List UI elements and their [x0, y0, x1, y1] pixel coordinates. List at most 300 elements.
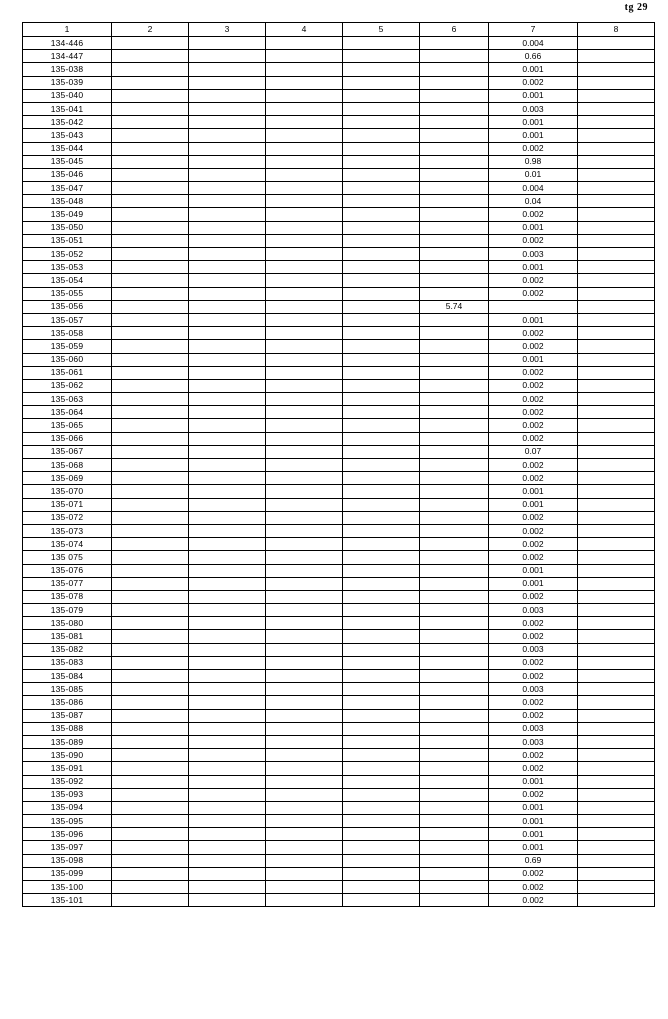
table-row [23, 445, 655, 458]
row-label-cell: 135-097 [23, 841, 112, 854]
data-cell-col-3 [189, 775, 266, 788]
data-cell-col-4 [266, 511, 343, 524]
data-cell-col-5 [343, 419, 420, 432]
data-cell-col-5 [343, 327, 420, 340]
data-cell-col-4 [266, 287, 343, 300]
row-label-cell: 135-045 [23, 155, 112, 168]
row-label-cell: 135-080 [23, 617, 112, 630]
data-cell-col-4 [266, 801, 343, 814]
row-label-cell: 135-042 [23, 116, 112, 129]
data-cell-col-2 [112, 102, 189, 115]
data-cell-col-6 [420, 656, 489, 669]
data-cell-col-6 [420, 419, 489, 432]
data-cell-col-7: 0.002 [489, 670, 578, 683]
data-cell-col-3 [189, 432, 266, 445]
table-row [23, 854, 655, 867]
row-label-cell: 135-054 [23, 274, 112, 287]
row-label-cell: 135-083 [23, 656, 112, 669]
row-label-cell: 135-068 [23, 459, 112, 472]
row-label-cell: 135-047 [23, 182, 112, 195]
data-cell-col-5 [343, 50, 420, 63]
table-row [23, 894, 655, 907]
data-cell-col-5 [343, 551, 420, 564]
data-cell-col-8 [578, 894, 655, 907]
data-cell-col-7: 0.002 [489, 630, 578, 643]
data-cell-col-6 [420, 511, 489, 524]
data-cell-col-7: 0.002 [489, 511, 578, 524]
data-cell-col-2 [112, 590, 189, 603]
data-cell-col-6 [420, 788, 489, 801]
data-cell-col-5 [343, 498, 420, 511]
data-cell-col-4 [266, 722, 343, 735]
data-cell-col-2 [112, 735, 189, 748]
data-cell-col-3 [189, 76, 266, 89]
row-label-cell: 135-049 [23, 208, 112, 221]
data-cell-col-6 [420, 472, 489, 485]
row-label-cell: 135-100 [23, 881, 112, 894]
data-cell-col-2 [112, 485, 189, 498]
row-label-cell: 135-060 [23, 353, 112, 366]
data-cell-col-6 [420, 313, 489, 326]
data-cell-col-4 [266, 538, 343, 551]
data-cell-col-5 [343, 815, 420, 828]
data-cell-col-5 [343, 630, 420, 643]
data-cell-col-7: 0.003 [489, 722, 578, 735]
row-label-cell: 135-067 [23, 445, 112, 458]
row-label-cell: 135-066 [23, 432, 112, 445]
data-cell-col-3 [189, 300, 266, 313]
data-cell-col-8 [578, 353, 655, 366]
data-cell-col-5 [343, 379, 420, 392]
data-cell-col-3 [189, 37, 266, 50]
data-cell-col-7: 0.04 [489, 195, 578, 208]
data-cell-col-8 [578, 564, 655, 577]
data-cell-col-7: 0.98 [489, 155, 578, 168]
data-cell-col-4 [266, 709, 343, 722]
data-cell-col-4 [266, 89, 343, 102]
table-row [23, 234, 655, 247]
data-cell-col-8 [578, 867, 655, 880]
row-label-cell: 135-064 [23, 406, 112, 419]
data-cell-col-8 [578, 393, 655, 406]
data-cell-col-5 [343, 37, 420, 50]
data-cell-col-5 [343, 485, 420, 498]
data-cell-col-2 [112, 524, 189, 537]
data-cell-col-8 [578, 116, 655, 129]
data-cell-col-2 [112, 617, 189, 630]
data-cell-col-7: 0.002 [489, 327, 578, 340]
data-cell-col-6 [420, 287, 489, 300]
data-cell-col-2 [112, 208, 189, 221]
data-cell-col-3 [189, 353, 266, 366]
data-cell-col-6 [420, 630, 489, 643]
data-cell-col-8 [578, 524, 655, 537]
data-cell-col-3 [189, 735, 266, 748]
data-cell-col-6 [420, 102, 489, 115]
data-cell-col-2 [112, 709, 189, 722]
data-cell-col-3 [189, 129, 266, 142]
table-row [23, 155, 655, 168]
data-cell-col-4 [266, 313, 343, 326]
data-cell-col-7: 0.002 [489, 590, 578, 603]
row-label-cell: 135-079 [23, 604, 112, 617]
data-cell-col-7: 0.002 [489, 656, 578, 669]
table-row [23, 472, 655, 485]
data-cell-col-8 [578, 801, 655, 814]
data-cell-col-4 [266, 881, 343, 894]
data-cell-col-4 [266, 300, 343, 313]
row-label-cell: 135-058 [23, 327, 112, 340]
data-cell-col-7: 0.001 [489, 129, 578, 142]
data-cell-col-2 [112, 300, 189, 313]
data-cell-col-3 [189, 445, 266, 458]
table-row [23, 313, 655, 326]
data-cell-col-2 [112, 327, 189, 340]
data-cell-col-6 [420, 37, 489, 50]
data-cell-col-3 [189, 142, 266, 155]
data-cell-col-3 [189, 208, 266, 221]
row-label-cell: 135-071 [23, 498, 112, 511]
data-cell-col-8 [578, 749, 655, 762]
data-cell-col-4 [266, 274, 343, 287]
table-row [23, 459, 655, 472]
data-cell-col-5 [343, 828, 420, 841]
data-cell-col-5 [343, 511, 420, 524]
data-cell-col-3 [189, 511, 266, 524]
data-cell-col-7: 0.002 [489, 709, 578, 722]
data-cell-col-6 [420, 709, 489, 722]
data-cell-col-4 [266, 366, 343, 379]
data-cell-col-4 [266, 419, 343, 432]
data-cell-col-8 [578, 498, 655, 511]
data-cell-col-3 [189, 261, 266, 274]
data-cell-col-8 [578, 300, 655, 313]
table-row [23, 762, 655, 775]
data-cell-col-7: 0.66 [489, 50, 578, 63]
data-cell-col-2 [112, 366, 189, 379]
table-row [23, 182, 655, 195]
data-cell-col-2 [112, 393, 189, 406]
data-cell-col-6 [420, 248, 489, 261]
table-row [23, 511, 655, 524]
data-cell-col-8 [578, 841, 655, 854]
row-label-cell: 135-095 [23, 815, 112, 828]
data-cell-col-7: 0.002 [489, 538, 578, 551]
data-cell-col-3 [189, 683, 266, 696]
data-cell-col-8 [578, 683, 655, 696]
row-label-cell: 135-039 [23, 76, 112, 89]
data-cell-col-8 [578, 617, 655, 630]
data-cell-col-3 [189, 168, 266, 181]
row-label-cell: 135-088 [23, 722, 112, 735]
data-cell-col-8 [578, 287, 655, 300]
data-cell-col-3 [189, 340, 266, 353]
data-cell-col-3 [189, 762, 266, 775]
table-row [23, 617, 655, 630]
data-cell-col-3 [189, 327, 266, 340]
data-cell-col-4 [266, 577, 343, 590]
data-cell-col-8 [578, 604, 655, 617]
row-label-cell: 135-084 [23, 670, 112, 683]
row-label-cell: 135-048 [23, 195, 112, 208]
data-cell-col-2 [112, 353, 189, 366]
data-cell-col-6 [420, 828, 489, 841]
data-cell-col-8 [578, 828, 655, 841]
data-cell-col-2 [112, 630, 189, 643]
data-cell-col-3 [189, 604, 266, 617]
data-cell-col-5 [343, 867, 420, 880]
data-cell-col-4 [266, 841, 343, 854]
data-cell-col-7: 0.002 [489, 881, 578, 894]
table-row [23, 551, 655, 564]
data-cell-col-5 [343, 155, 420, 168]
data-cell-col-7: 0.002 [489, 894, 578, 907]
data-cell-col-5 [343, 524, 420, 537]
data-cell-col-8 [578, 221, 655, 234]
data-cell-col-4 [266, 498, 343, 511]
row-label-cell: 135-055 [23, 287, 112, 300]
data-cell-col-7: 0.001 [489, 63, 578, 76]
table-row [23, 287, 655, 300]
data-cell-col-7: 0.001 [489, 89, 578, 102]
row-label-cell: 135-073 [23, 524, 112, 537]
data-cell-col-2 [112, 604, 189, 617]
data-cell-col-6 [420, 327, 489, 340]
data-cell-col-8 [578, 37, 655, 50]
data-cell-col-6 [420, 393, 489, 406]
data-cell-col-8 [578, 459, 655, 472]
data-cell-col-5 [343, 735, 420, 748]
data-cell-col-2 [112, 287, 189, 300]
data-cell-col-7: 0.69 [489, 854, 578, 867]
table-row [23, 208, 655, 221]
data-cell-col-2 [112, 406, 189, 419]
data-cell-col-5 [343, 287, 420, 300]
data-cell-col-8 [578, 445, 655, 458]
table-row [23, 749, 655, 762]
data-cell-col-6 [420, 234, 489, 247]
data-cell-col-6 [420, 867, 489, 880]
data-cell-col-4 [266, 406, 343, 419]
row-label-cell: 135-044 [23, 142, 112, 155]
table-row [23, 379, 655, 392]
data-cell-col-3 [189, 828, 266, 841]
data-cell-col-6 [420, 432, 489, 445]
data-cell-col-5 [343, 683, 420, 696]
table-row [23, 366, 655, 379]
row-label-cell: 135-091 [23, 762, 112, 775]
table-row [23, 709, 655, 722]
data-cell-col-5 [343, 366, 420, 379]
row-label-cell: 135-094 [23, 801, 112, 814]
table-row [23, 643, 655, 656]
data-cell-col-2 [112, 498, 189, 511]
table-row [23, 248, 655, 261]
data-cell-col-2 [112, 762, 189, 775]
data-cell-col-5 [343, 129, 420, 142]
data-cell-col-2 [112, 155, 189, 168]
data-cell-col-2 [112, 89, 189, 102]
data-cell-col-8 [578, 234, 655, 247]
row-label-cell: 135-086 [23, 696, 112, 709]
data-cell-col-2 [112, 775, 189, 788]
data-cell-col-7: 0.003 [489, 735, 578, 748]
data-cell-col-6 [420, 208, 489, 221]
data-cell-col-3 [189, 406, 266, 419]
data-cell-col-8 [578, 735, 655, 748]
data-cell-col-3 [189, 815, 266, 828]
data-cell-col-2 [112, 274, 189, 287]
data-cell-col-5 [343, 881, 420, 894]
data-cell-col-5 [343, 63, 420, 76]
data-cell-col-4 [266, 327, 343, 340]
data-cell-col-3 [189, 551, 266, 564]
data-cell-col-7: 0.002 [489, 366, 578, 379]
data-cell-col-4 [266, 564, 343, 577]
data-cell-col-5 [343, 670, 420, 683]
data-cell-col-6 [420, 353, 489, 366]
data-cell-col-3 [189, 656, 266, 669]
data-cell-col-7: 0.002 [489, 142, 578, 155]
table-header [23, 23, 655, 37]
table-row [23, 828, 655, 841]
data-cell-col-2 [112, 419, 189, 432]
data-cell-col-3 [189, 116, 266, 129]
data-cell-col-5 [343, 234, 420, 247]
table-row [23, 168, 655, 181]
data-cell-col-2 [112, 76, 189, 89]
data-cell-col-7: 0.002 [489, 419, 578, 432]
data-cell-col-4 [266, 617, 343, 630]
data-cell-col-4 [266, 459, 343, 472]
table-row [23, 577, 655, 590]
table-row [23, 353, 655, 366]
data-cell-col-3 [189, 419, 266, 432]
table-row [23, 221, 655, 234]
data-cell-col-3 [189, 459, 266, 472]
row-label-cell: 135-056 [23, 300, 112, 313]
data-cell-col-2 [112, 841, 189, 854]
data-cell-col-4 [266, 551, 343, 564]
data-cell-col-6 [420, 129, 489, 142]
data-cell-col-3 [189, 524, 266, 537]
data-cell-col-6 [420, 722, 489, 735]
data-cell-col-7: 0.002 [489, 208, 578, 221]
data-cell-col-7: 0.001 [489, 485, 578, 498]
table-row [23, 630, 655, 643]
row-label-cell: 135-040 [23, 89, 112, 102]
data-cell-col-6 [420, 459, 489, 472]
data-cell-col-2 [112, 696, 189, 709]
data-cell-col-8 [578, 630, 655, 643]
table-row [23, 300, 655, 313]
data-cell-col-8 [578, 208, 655, 221]
data-cell-col-3 [189, 182, 266, 195]
row-label-cell: 135-074 [23, 538, 112, 551]
data-cell-col-8 [578, 274, 655, 287]
data-cell-col-4 [266, 590, 343, 603]
data-cell-col-2 [112, 551, 189, 564]
data-cell-col-8 [578, 366, 655, 379]
data-cell-col-6 [420, 50, 489, 63]
row-label-cell: 135-041 [23, 102, 112, 115]
data-cell-col-4 [266, 683, 343, 696]
data-cell-col-5 [343, 89, 420, 102]
data-cell-col-4 [266, 670, 343, 683]
row-label-cell: 135-059 [23, 340, 112, 353]
data-cell-col-2 [112, 445, 189, 458]
data-cell-col-6 [420, 76, 489, 89]
table-row [23, 142, 655, 155]
data-cell-col-4 [266, 234, 343, 247]
data-cell-col-7: 0.001 [489, 313, 578, 326]
data-cell-col-8 [578, 182, 655, 195]
data-cell-col-6: 5.74 [420, 300, 489, 313]
data-cell-col-3 [189, 102, 266, 115]
data-cell-col-2 [112, 894, 189, 907]
data-cell-col-5 [343, 208, 420, 221]
data-cell-col-2 [112, 142, 189, 155]
data-cell-col-7: 0.002 [489, 234, 578, 247]
data-cell-col-2 [112, 577, 189, 590]
data-cell-col-5 [343, 656, 420, 669]
data-cell-col-3 [189, 472, 266, 485]
table-row [23, 63, 655, 76]
table-row [23, 670, 655, 683]
data-cell-col-8 [578, 261, 655, 274]
table-row [23, 76, 655, 89]
table-row [23, 327, 655, 340]
data-cell-col-4 [266, 393, 343, 406]
data-cell-col-2 [112, 722, 189, 735]
data-cell-col-3 [189, 696, 266, 709]
data-cell-col-3 [189, 393, 266, 406]
row-label-cell: 135-089 [23, 735, 112, 748]
data-cell-col-3 [189, 643, 266, 656]
data-cell-col-4 [266, 129, 343, 142]
data-cell-col-5 [343, 182, 420, 195]
data-cell-col-4 [266, 102, 343, 115]
table-row [23, 775, 655, 788]
data-cell-col-2 [112, 683, 189, 696]
data-cell-col-4 [266, 261, 343, 274]
data-cell-col-8 [578, 155, 655, 168]
data-cell-col-4 [266, 485, 343, 498]
data-cell-col-8 [578, 102, 655, 115]
data-cell-col-8 [578, 788, 655, 801]
data-cell-col-7: 0.002 [489, 749, 578, 762]
data-cell-col-5 [343, 604, 420, 617]
data-cell-col-4 [266, 221, 343, 234]
data-cell-col-3 [189, 234, 266, 247]
data-cell-col-4 [266, 195, 343, 208]
data-cell-col-8 [578, 775, 655, 788]
data-cell-col-7: 0.004 [489, 182, 578, 195]
data-cell-col-5 [343, 894, 420, 907]
data-cell-col-4 [266, 656, 343, 669]
data-cell-col-4 [266, 472, 343, 485]
data-cell-col-2 [112, 195, 189, 208]
data-cell-col-5 [343, 195, 420, 208]
data-cell-col-7: 0.003 [489, 248, 578, 261]
data-cell-col-2 [112, 801, 189, 814]
data-cell-col-3 [189, 801, 266, 814]
data-cell-col-2 [112, 63, 189, 76]
table-row [23, 129, 655, 142]
data-cell-col-8 [578, 815, 655, 828]
data-cell-col-4 [266, 828, 343, 841]
data-cell-col-4 [266, 116, 343, 129]
